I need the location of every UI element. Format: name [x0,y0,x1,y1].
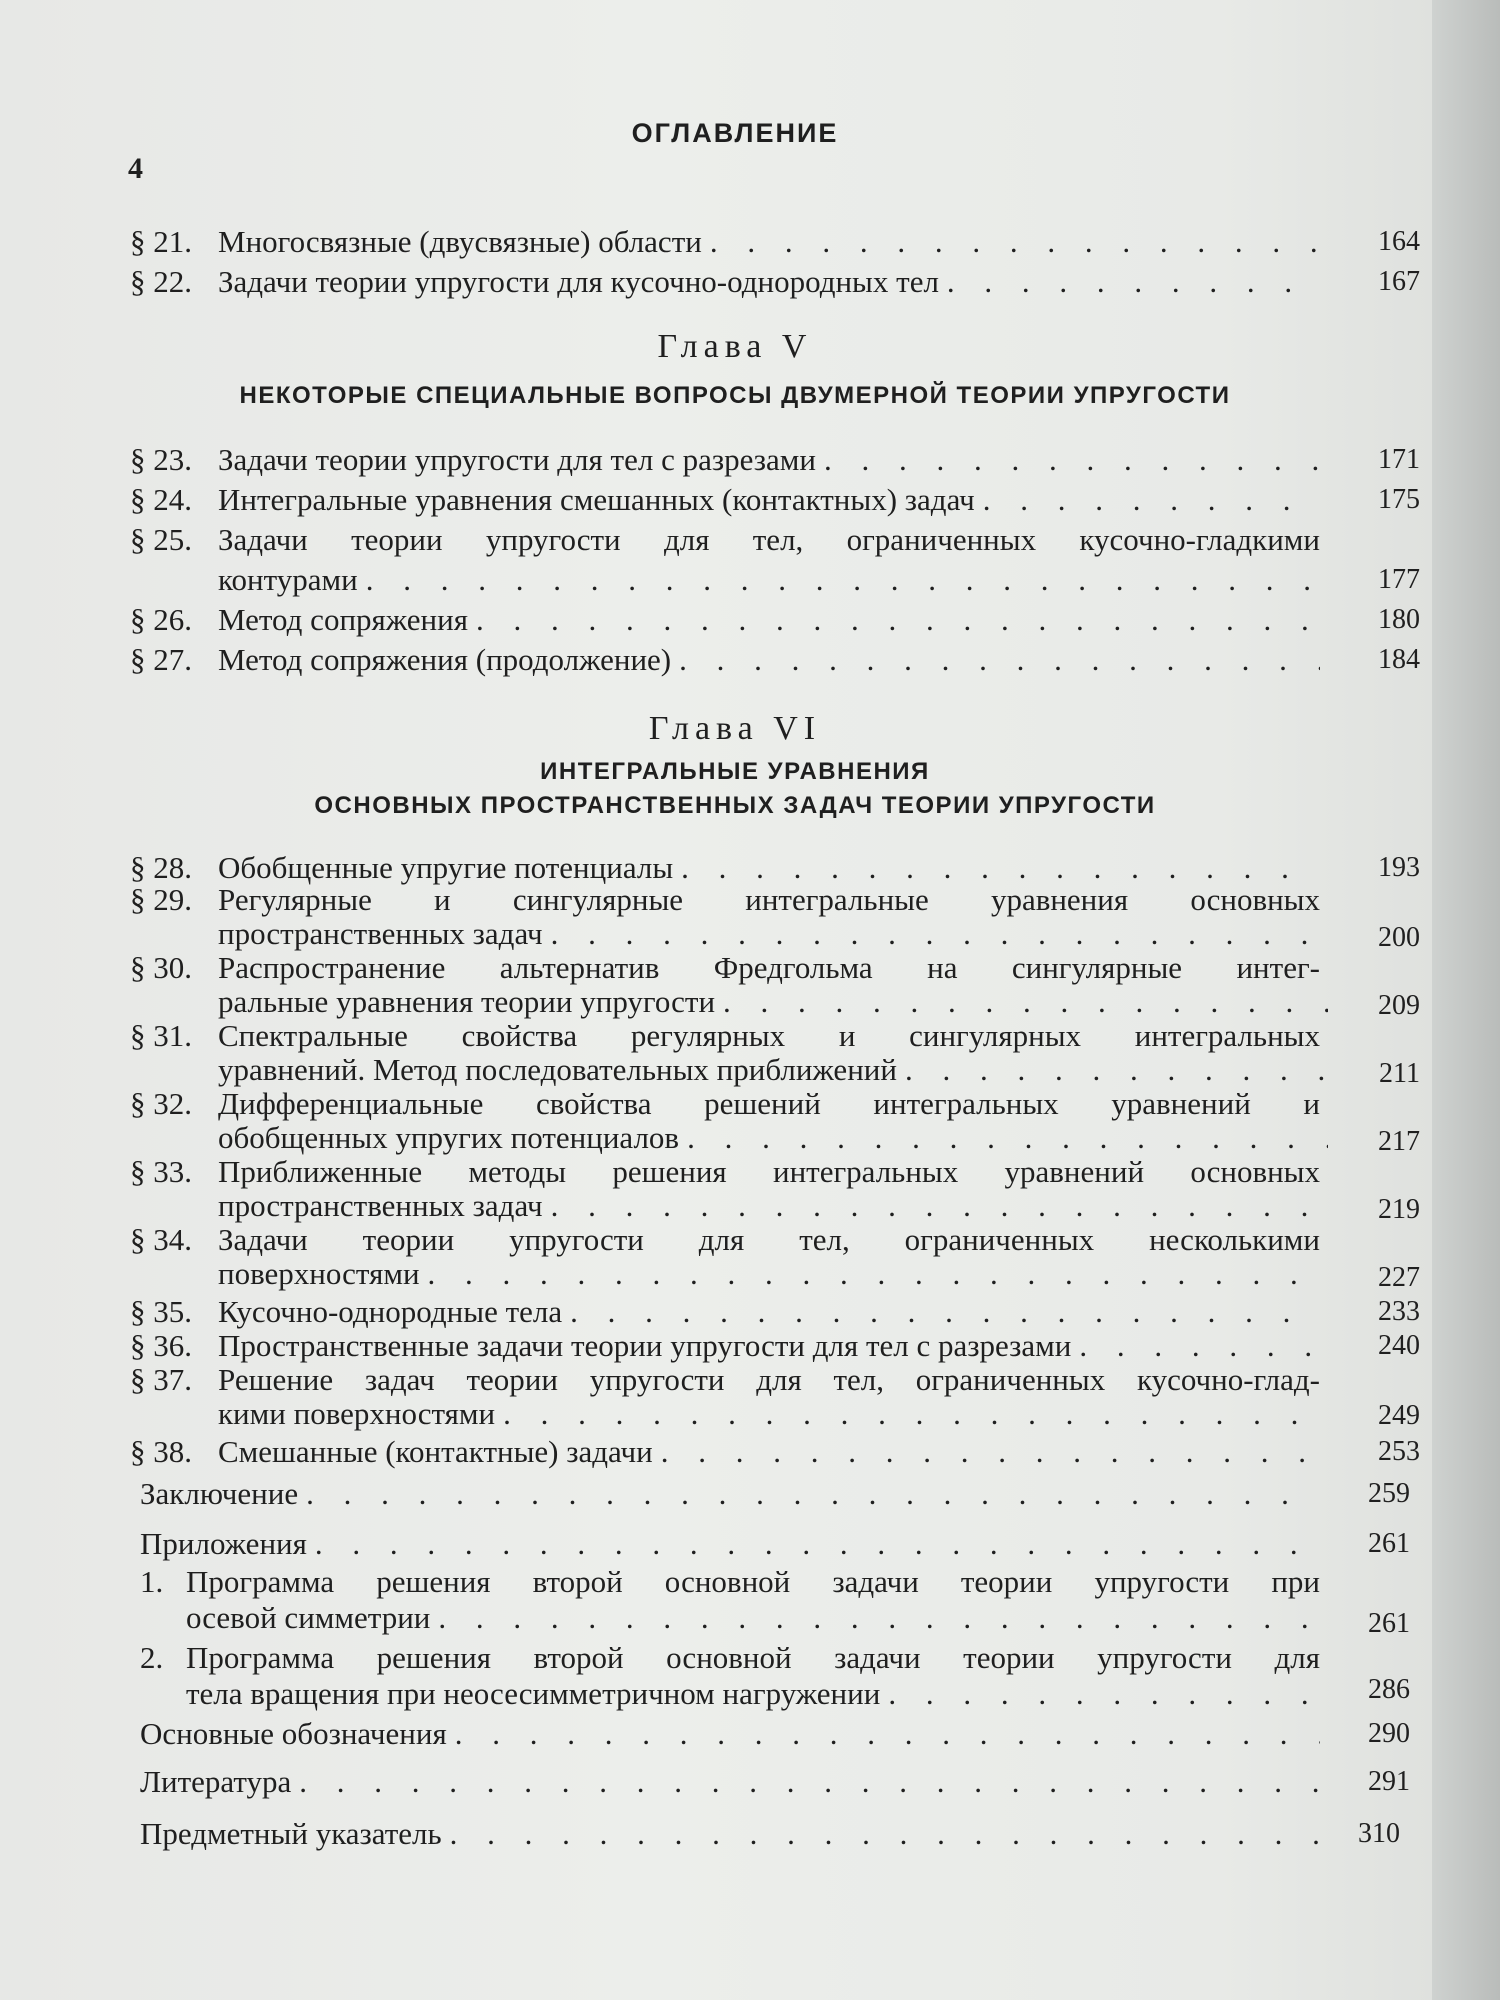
section-title: Задачи теории упругости для тел, ограниченных кусочно-гладкими [218,522,1320,557]
section-title: Дифференциальные свойства решений интегральных уравнений и [218,1086,1320,1121]
section-title: Пространственные задачи теории упругости для тел с разрезами [218,1328,1072,1363]
toc-entry-literature [140,1762,1410,1802]
section-title: Метод сопряжения (продолжение) [218,642,672,677]
leader-dots [450,1814,1320,1854]
toc-entry-index [140,1814,1400,1854]
toc-entry-27 [130,640,1420,680]
section-title: Задачи теории упругости для кусочно-однородных тел [218,264,939,299]
appendix-number: 2. [140,1640,164,1675]
section-title-continued: пространственных задач [218,1188,543,1223]
page-ref: 209 [1378,990,1420,1021]
toc-entry-conclusion [140,1474,1410,1514]
entry-title: Программа решения второй основной задачи теории упругости при [186,1564,1320,1599]
toc-entry-25-continued [218,560,1328,600]
section-number: § 23. [130,442,192,477]
leader-dots [315,1524,1320,1564]
leader-dots [679,640,1320,680]
entry-title: Приложения [140,1526,307,1561]
section-title: Регулярные и сингулярные интегральные уравнения основных [218,882,1320,917]
toc-entry-24 [130,480,1420,520]
page-ref: 193 [1378,852,1420,883]
entry-title-continued: осевой симметрии [186,1600,431,1635]
section-number: § 22. [130,264,192,299]
entry-title-continued: тела вращения при неосесимметричном нагружении [186,1676,881,1711]
section-title: Смешанные (контактные) задачи [218,1434,653,1469]
section-title: Распространение альтернатив Фредгольма на сингулярные интег- [218,950,1320,985]
page-ref: 259 [1368,1478,1410,1509]
toc-entry-notation [140,1714,1410,1754]
page-ref: 227 [1378,1262,1420,1293]
section-number: § 38. [130,1434,192,1469]
section-title-continued: кими поверхностями [218,1396,496,1431]
entry-title: Основные обозначения [140,1716,447,1751]
toc-entry-38 [130,1432,1420,1472]
toc-entry-26 [130,600,1420,640]
chapter-6-title: Глава VI [648,710,822,747]
section-title: Решение задач теории упругости для тел, ограниченных кусочно-глад- [218,1362,1320,1397]
section-number: § 27. [130,642,192,677]
chapter-6-subtitle-line1: ИНТЕГРАЛЬНЫЕ УРАВНЕНИЯ [540,758,930,785]
section-title-continued: обобщенных упругих потенциалов [218,1120,680,1155]
leader-dots [299,1762,1320,1802]
page-number: 4 [128,152,143,185]
chapter-6-subtitle-line2: ОСНОВНЫХ ПРОСТРАНСТВЕННЫХ ЗАДАЧ ТЕОРИИ УПРУГОСТИ [314,792,1156,819]
section-title: Метод сопряжения [218,602,468,637]
chapter-5-title: Глава V [657,328,813,365]
section-number: § 37. [130,1362,192,1397]
section-title: Интегральные уравнения смешанных (контактных) задач [218,482,975,517]
entry-title: Предметный указатель [140,1816,442,1851]
toc-entry-appendix-1 [140,1562,1320,1602]
appendix-number: 1. [140,1564,164,1599]
entry-title: Литература [140,1764,292,1799]
toc-entry-25 [130,520,1320,560]
section-number: § 29. [130,882,192,917]
page-ref: 175 [1378,484,1420,515]
section-number: § 26. [130,602,192,637]
page-ref: 171 [1378,444,1420,475]
section-number: § 24. [130,482,192,517]
page-ref: 219 [1378,1194,1420,1225]
section-title: Задачи теории упругости для тел с разрезами [218,442,816,477]
section-title-continued: контурами [218,562,358,597]
section-title: Кусочно-однородные тела [218,1294,563,1329]
toc-entry-23 [130,440,1420,480]
section-title-continued: пространственных задач [218,916,543,951]
section-number: § 28. [130,850,192,885]
page-ref: 177 [1378,564,1420,595]
toc-entry-22 [130,262,1420,302]
section-title: Приближенные методы решения интегральных уравнений основных [218,1154,1320,1189]
section-title: Многосвязные (двусвязные) области [218,224,702,259]
page-edge [1432,0,1500,2000]
page-header: ОГЛАВЛЕНИЕ [631,118,839,148]
leader-dots [661,1432,1320,1472]
section-number: § 33. [130,1154,192,1189]
page-ref: 290 [1368,1718,1410,1749]
page-ref: 200 [1378,922,1420,953]
page-ref: 211 [1379,1058,1420,1089]
toc-entry-appendix-2-page [140,1670,1410,1710]
page-ref: 217 [1378,1126,1420,1157]
section-number: § 34. [130,1222,192,1257]
page-ref: 286 [1368,1674,1410,1705]
leader-dots [947,262,1320,302]
section-number: § 25. [130,522,192,557]
leader-dots [476,600,1320,640]
toc-entry-37-page [130,1396,1420,1436]
page-ref: 167 [1378,266,1420,297]
section-title: Спектральные свойства регулярных и сингулярных интегральных [218,1018,1320,1053]
page-ref: 261 [1368,1528,1410,1559]
section-title: Обобщенные упругие потенциалы [218,850,674,885]
page-ref: 291 [1368,1766,1410,1797]
leader-dots [983,480,1320,520]
page-ref: 253 [1378,1436,1420,1467]
entry-title: Заключение [140,1476,299,1511]
section-number: § 21. [130,224,192,259]
section-title-continued: поверхностями [218,1256,420,1291]
section-title-continued: уравнений. Метод последовательных приближений [218,1052,897,1087]
section-number: § 30. [130,950,192,985]
page-ref: 180 [1378,604,1420,635]
page-ref: 249 [1378,1400,1420,1431]
page-ref: 233 [1378,1296,1420,1327]
section-title: Задачи теории упругости для тел, ограниченных несколькими [218,1222,1320,1257]
section-number: § 35. [130,1294,192,1329]
leader-dots [710,222,1320,262]
page-ref: 240 [1378,1330,1420,1361]
section-title-continued: ральные уравнения теории упругости [218,984,716,1019]
section-number: § 31. [130,1018,192,1053]
leader-dots [366,560,1328,600]
chapter-5-subtitle: НЕКОТОРЫЕ СПЕЦИАЛЬНЫЕ ВОПРОСЫ ДВУМЕРНОЙ ТЕОРИИ УПРУГОСТИ [239,382,1231,409]
leader-dots [306,1474,1320,1514]
toc-entry-21 [130,222,1420,262]
page-ref: 164 [1378,226,1420,257]
section-number: § 36. [130,1328,192,1363]
toc-entry-appendix [140,1524,1410,1564]
page-ref: 310 [1358,1818,1400,1849]
leader-dots [455,1714,1320,1754]
leader-dots [824,440,1320,480]
entry-title: Программа решения второй основной задачи теории упругости для [186,1640,1320,1675]
section-number: § 32. [130,1086,192,1121]
page-ref: 184 [1378,644,1420,675]
page-ref: 261 [1368,1608,1410,1639]
